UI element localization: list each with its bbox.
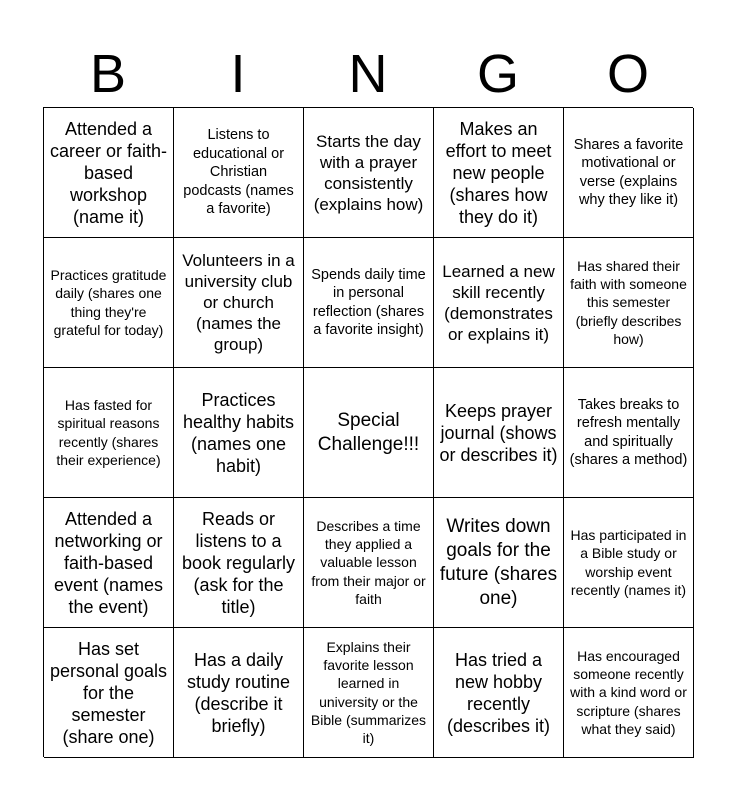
- cell-text: Listens to educational or Christian podcasts (names a favorite): [183, 127, 294, 218]
- bingo-cell[interactable]: [304, 628, 434, 758]
- bingo-cell[interactable]: [44, 628, 174, 758]
- cell-text: Spends daily time in personal reflection (shares a favorite insight): [311, 266, 426, 338]
- cell-text: Has participated in a Bible study or worship event recently (names it): [570, 527, 687, 598]
- bingo-cell[interactable]: [564, 628, 694, 758]
- cell-text: Has a daily study routine (describe it briefly): [186, 649, 291, 736]
- header-letter-b: B: [89, 44, 127, 104]
- cell-text: Starts the day with a prayer consistently (explains how): [313, 131, 424, 214]
- header-letter-n: N: [348, 44, 388, 104]
- bingo-cell[interactable]: [434, 498, 564, 628]
- cell-text: Shares a favorite motivational or verse (explains why they like it): [573, 136, 684, 208]
- bingo-cell[interactable]: [174, 628, 304, 758]
- cell-text: Has fasted for spiritual reasons recently (shares their experience): [56, 397, 161, 468]
- cell-text: Reads or listens to a book regularly (ask for the title): [181, 508, 296, 617]
- bingo-cell[interactable]: [564, 368, 694, 498]
- cell-text: Explains their favorite lesson learned in university or the Bible (summarizes it): [310, 638, 427, 746]
- cell-text: Practices healthy habits (names one habit): [182, 389, 295, 476]
- cell-text: Has shared their faith with someone this semester (briefly describes how): [570, 257, 687, 347]
- cell-text: Has set personal goals for the semester (share one): [49, 638, 168, 747]
- bingo-cell[interactable]: [174, 498, 304, 628]
- cell-text: Learned a new skill recently (demonstrates or explains it): [442, 261, 555, 344]
- bingo-cell[interactable]: [174, 108, 304, 238]
- cell-text: Takes breaks to refresh mentally and spiritually (shares a method): [569, 396, 688, 468]
- bingo-cell[interactable]: [434, 628, 564, 758]
- bingo-cell[interactable]: [174, 238, 304, 368]
- cell-text: Attended a networking or faith-based event (names the event): [53, 508, 164, 617]
- bingo-cell[interactable]: [304, 108, 434, 238]
- cell-text: Volunteers in a university club or church (names the group): [182, 251, 295, 354]
- bingo-cell[interactable]: [434, 108, 564, 238]
- cell-text: Special Challenge!!!: [317, 409, 420, 455]
- cell-text: Makes an effort to meet new people (shares how they do it): [445, 118, 552, 227]
- cell-text: Attended a career or faith-based workshop (name it): [49, 118, 168, 227]
- bingo-cell[interactable]: [304, 238, 434, 368]
- bingo-header: [43, 40, 693, 108]
- cell-text: Writes down goals for the future (shares one): [439, 515, 558, 609]
- bingo-cell[interactable]: [564, 238, 694, 368]
- bingo-cell[interactable]: [44, 108, 174, 238]
- bingo-cell[interactable]: [44, 368, 174, 498]
- bingo-cell[interactable]: [564, 498, 694, 628]
- bingo-cell-free-space[interactable]: [304, 368, 434, 498]
- bingo-cell[interactable]: [304, 498, 434, 628]
- bingo-cell[interactable]: [174, 368, 304, 498]
- bingo-cell[interactable]: [44, 238, 174, 368]
- bingo-board: [43, 107, 693, 757]
- cell-text: Describes a time they applied a valuable lesson from their major or faith: [311, 517, 426, 607]
- bingo-cell[interactable]: [564, 108, 694, 238]
- cell-text: Has encouraged someone recently with a kind word or scripture (shares what they said): [570, 647, 687, 737]
- bingo-cell[interactable]: [44, 498, 174, 628]
- cell-text: Practices gratitude daily (shares one thing they're grateful for today): [50, 267, 167, 338]
- cell-text: Keeps prayer journal (shows or describes it): [439, 400, 558, 465]
- header-letter-o: O: [606, 44, 649, 104]
- bingo-cell[interactable]: [434, 368, 564, 498]
- header-letter-i: I: [230, 44, 246, 104]
- cell-text: Has tried a new hobby recently (describes it): [446, 649, 551, 736]
- bingo-cell[interactable]: [434, 238, 564, 368]
- header-letter-g: G: [476, 44, 519, 104]
